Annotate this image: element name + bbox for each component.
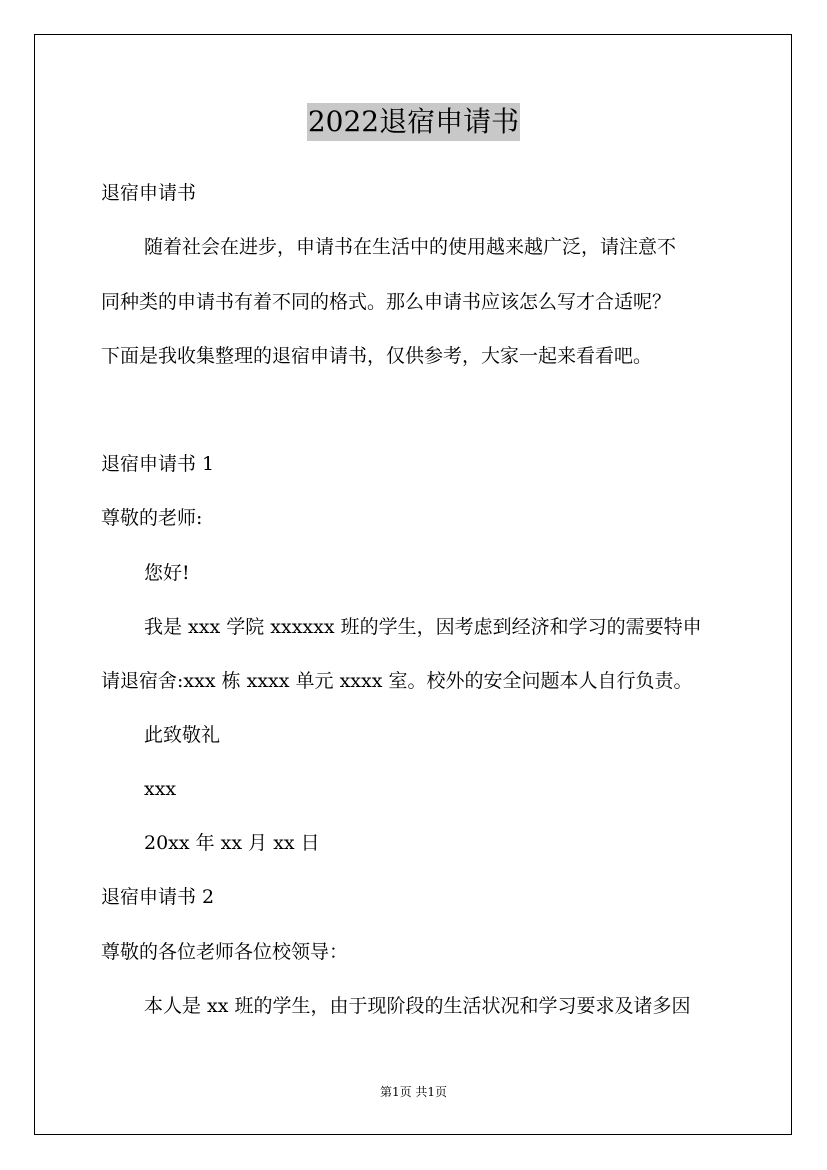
section-heading-1: 退宿申请书 1: [101, 453, 215, 475]
salutation-2: 尊敬的各位老师各位校领导：: [101, 941, 349, 963]
body-line-3: 本人是 xx 班的学生，由于现阶段的生活状况和学习要求及诸多因: [144, 995, 691, 1017]
section-heading-2: 退宿申请书 2: [101, 886, 215, 908]
subtitle: 退宿申请书: [101, 182, 197, 204]
intro-line-2: 同种类的申请书有着不同的格式。那么申请书应该怎么写才合适呢？: [101, 291, 672, 313]
body-line-2: 请退宿舍:xxx 栋 xxxx 单元 xxxx 室。校外的安全问题本人自行负责。: [101, 670, 693, 692]
body-line-1: 我是 xxx 学院 xxxxxx 班的学生，因考虑到经济和学习的需要特申: [144, 616, 702, 638]
closing: 此致敬礼: [144, 724, 221, 746]
intro-line-3: 下面是我收集整理的退宿申请书，仅供参考，大家一起来看看吧。: [101, 345, 653, 367]
title-container: [0, 103, 827, 141]
date: 20xx 年 xx 月 xx 日: [144, 832, 320, 854]
signature: xxx: [144, 778, 177, 800]
intro-line-1: 随着社会在进步，申请书在生活中的使用越来越广泛，请注意不: [144, 236, 677, 258]
greeting: 您好!: [144, 562, 190, 584]
page-footer: 第1页 共1页: [379, 1085, 448, 1099]
salutation-1: 尊敬的老师:: [101, 507, 203, 529]
document-title: 2022退宿申请书: [307, 103, 520, 141]
